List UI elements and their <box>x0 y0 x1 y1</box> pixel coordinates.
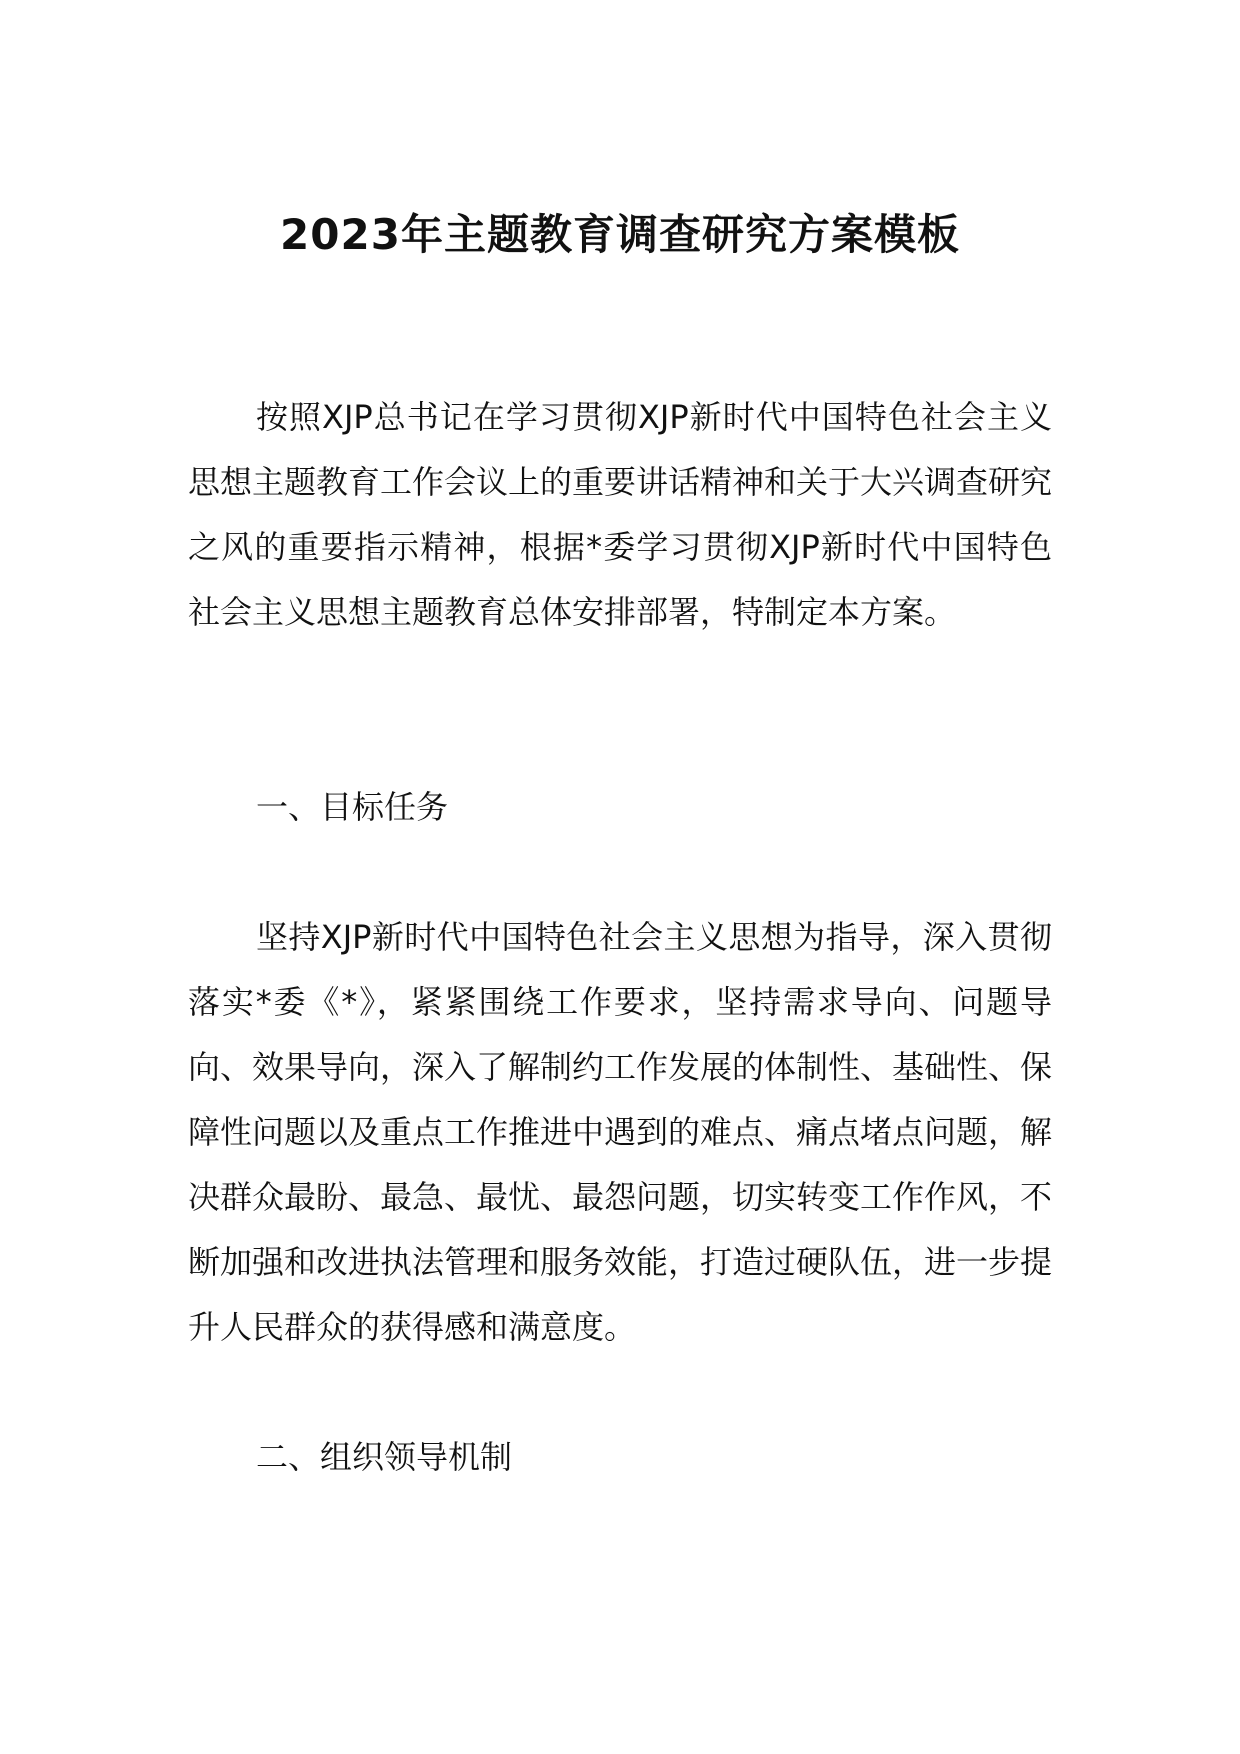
intro-paragraph: 按照XJP总书记在学习贯彻XJP新时代中国特色社会主义思想主题教育工作会议上的重要讲话精神和关于大兴调查研究之风的重要指示精神，根据*委学习贯彻XJP新时代中国特色社会主义思想主题教育总体安排部署，特制定本方案。 <box>188 398 1053 631</box>
document-title: 2023年主题教育调查研究方案模板 <box>280 210 960 259</box>
section-heading-goals: 一、目标任务 <box>256 788 449 826</box>
section-heading-organization: 二、组织领导机制 <box>256 1438 513 1476</box>
section-paragraph-goals: 坚持XJP新时代中国特色社会主义思想为指导，深入贯彻落实*委《*》，紧紧围绕工作要求，坚持需求导向、问题导向、效果导向，深入了解制约工作发展的体制性、基础性、保障性问题以及重点工作推进中遇到的难点、痛点堵点问题，解决群众最盼、最急、最忧、最怨问题，切实转变工作作风，不断加强和改进执法管理和服务效能，打造过硬队伍，进一步提升人民群众的获得感和满意度。 <box>188 918 1053 1346</box>
